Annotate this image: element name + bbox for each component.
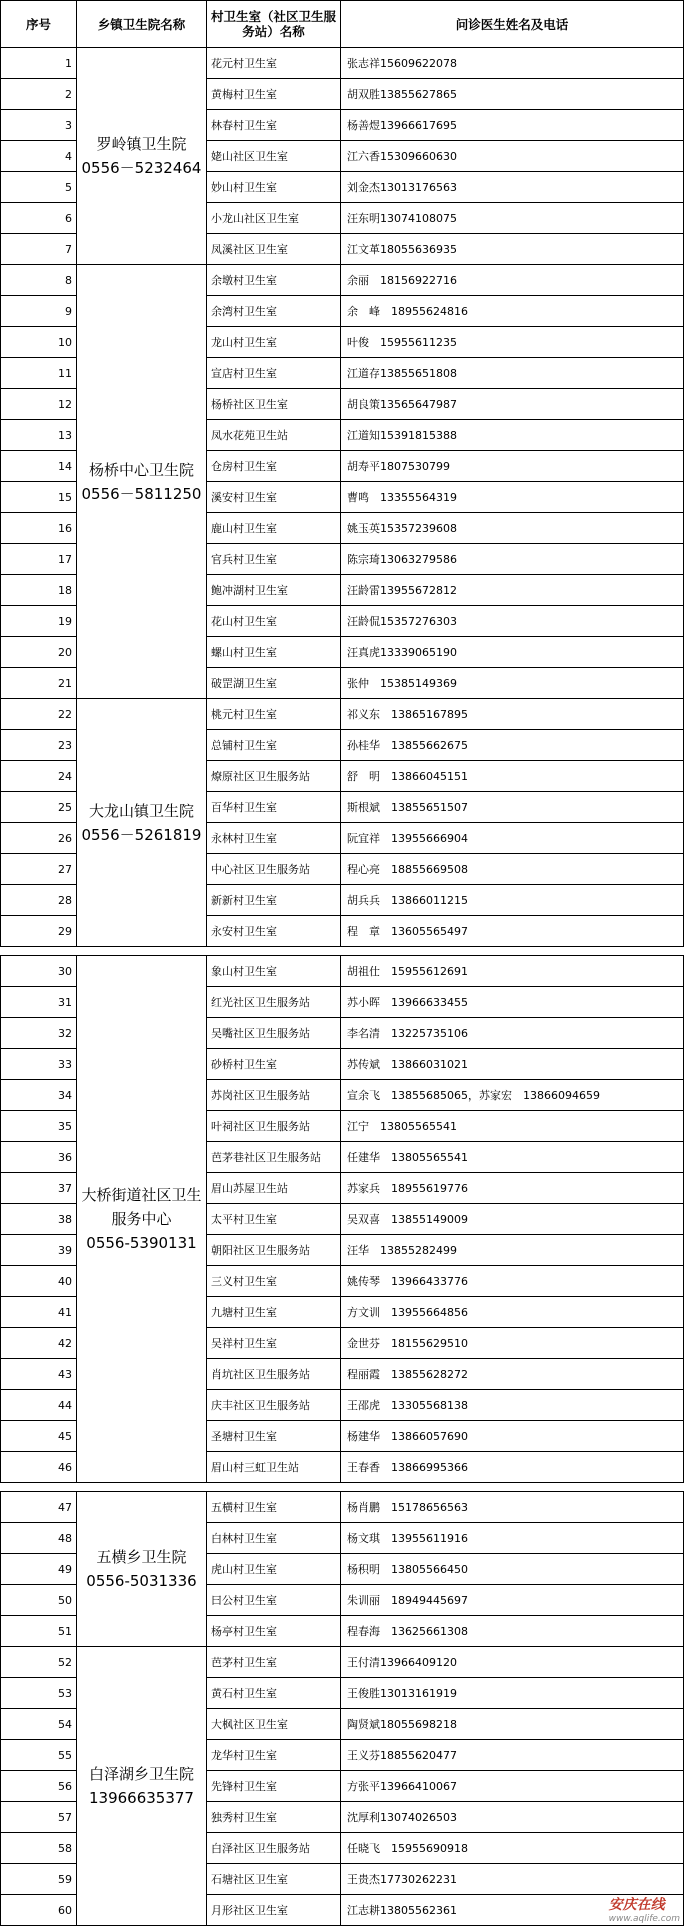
seq-cell: 9 xyxy=(1,296,77,327)
doctor-cell: 阮宜祥 13955666904 xyxy=(341,823,684,854)
doctor-cell: 程 章 13605565497 xyxy=(341,916,684,947)
clinic-cell: 月形社区卫生室 xyxy=(207,1895,341,1926)
doctor-cell: 汪东明13074108075 xyxy=(341,203,684,234)
seq-cell: 47 xyxy=(1,1492,77,1523)
seq-cell: 19 xyxy=(1,606,77,637)
doctor-cell: 张仲 15385149369 xyxy=(341,668,684,699)
doctor-cell: 苏家兵 18955619776 xyxy=(341,1173,684,1204)
seq-cell: 22 xyxy=(1,699,77,730)
table-row xyxy=(1,1647,684,1678)
clinic-cell: 百华村卫生室 xyxy=(207,792,341,823)
doctor-cell: 吴双喜 13855149009 xyxy=(341,1204,684,1235)
hospital-name: 大桥街道社区卫生服务中心 xyxy=(81,1186,202,1228)
hospital-phone: 0556－5261819 xyxy=(81,825,202,844)
hospital-cell xyxy=(77,265,207,699)
group-separator xyxy=(1,1483,684,1492)
clinic-cell: 芭茅村卫生室 xyxy=(207,1647,341,1678)
group-separator xyxy=(1,947,684,956)
seq-cell: 58 xyxy=(1,1833,77,1864)
clinic-cell: 红光社区卫生服务站 xyxy=(207,987,341,1018)
clinic-cell: 黄梅村卫生室 xyxy=(207,79,341,110)
clinic-cell: 龙山村卫生室 xyxy=(207,327,341,358)
doctor-cell: 王春香 13866995366 xyxy=(341,1452,684,1483)
seq-cell: 55 xyxy=(1,1740,77,1771)
clinic-cell: 凤溪社区卫生室 xyxy=(207,234,341,265)
table-row xyxy=(1,48,684,79)
clinic-cell: 肖坑社区卫生服务站 xyxy=(207,1359,341,1390)
clinic-cell: 小龙山社区卫生室 xyxy=(207,203,341,234)
clinic-cell: 官兵村卫生室 xyxy=(207,544,341,575)
doctor-cell: 方文训 13955664856 xyxy=(341,1297,684,1328)
seq-cell: 21 xyxy=(1,668,77,699)
clinic-cell: 杨亭村卫生室 xyxy=(207,1616,341,1647)
seq-cell: 3 xyxy=(1,110,77,141)
doctor-cell: 刘金杰13013176563 xyxy=(341,172,684,203)
hospital-name: 杨桥中心卫生院 xyxy=(88,460,194,479)
seq-cell: 43 xyxy=(1,1359,77,1390)
clinic-cell: 独秀村卫生室 xyxy=(207,1802,341,1833)
seq-cell: 50 xyxy=(1,1585,77,1616)
doctor-cell: 程丽霞 13855628272 xyxy=(341,1359,684,1390)
table-row xyxy=(1,265,684,296)
doctor-cell: 汪真虎13339065190 xyxy=(341,637,684,668)
hospital-cell xyxy=(77,699,207,947)
doctor-cell: 张志祥15609622078 xyxy=(341,48,684,79)
clinic-cell: 燎原社区卫生服务站 xyxy=(207,761,341,792)
clinic-cell: 眉山村三虹卫生站 xyxy=(207,1452,341,1483)
clinic-cell: 大枫社区卫生室 xyxy=(207,1709,341,1740)
clinic-cell: 花元村卫生室 xyxy=(207,48,341,79)
hospital-cell xyxy=(77,48,207,265)
doctor-cell: 苏小晖 13966633455 xyxy=(341,987,684,1018)
hospital-phone: 0556-5390131 xyxy=(86,1234,197,1252)
hospital-cell xyxy=(77,1647,207,1926)
doctor-cell: 姚玉英15357239608 xyxy=(341,513,684,544)
doctor-cell: 宣余飞 13855685065，苏家宏 13866094659 xyxy=(341,1080,684,1111)
clinic-cell: 余湾村卫生室 xyxy=(207,296,341,327)
seq-cell: 56 xyxy=(1,1771,77,1802)
hospital-phone: 0556-5031336 xyxy=(86,1572,197,1590)
seq-cell: 33 xyxy=(1,1049,77,1080)
seq-cell: 11 xyxy=(1,358,77,389)
doctor-cell: 陶贤斌18055698218 xyxy=(341,1709,684,1740)
clinic-cell: 圣塘村卫生室 xyxy=(207,1421,341,1452)
doctor-cell: 胡祖仕 15955612691 xyxy=(341,956,684,987)
clinic-cell: 叶祠社区卫生服务站 xyxy=(207,1111,341,1142)
doctor-cell: 胡寿平1807530799 xyxy=(341,451,684,482)
clinic-cell: 破罡湖卫生室 xyxy=(207,668,341,699)
doctor-cell: 祁义东 13865167895 xyxy=(341,699,684,730)
clinic-cell: 宣店村卫生室 xyxy=(207,358,341,389)
hospital-name: 罗岭镇卫生院 xyxy=(96,135,187,153)
seq-cell: 34 xyxy=(1,1080,77,1111)
doctor-cell: 苏传斌 13866031021 xyxy=(341,1049,684,1080)
separator-cell xyxy=(1,947,684,956)
watermark-text: 安庆在线 xyxy=(608,1897,665,1913)
clinic-cell: 砂桥村卫生室 xyxy=(207,1049,341,1080)
seq-cell: 53 xyxy=(1,1678,77,1709)
seq-cell: 45 xyxy=(1,1421,77,1452)
doctor-cell: 汪华 13855282499 xyxy=(341,1235,684,1266)
seq-cell: 13 xyxy=(1,420,77,451)
header-hospital: 乡镇卫生院名称 xyxy=(77,1,207,48)
clinic-cell: 白林村卫生室 xyxy=(207,1523,341,1554)
doctor-cell: 姚传琴 13966433776 xyxy=(341,1266,684,1297)
clinic-cell: 林春村卫生室 xyxy=(207,110,341,141)
hospital-cell xyxy=(77,1492,207,1647)
seq-cell: 36 xyxy=(1,1142,77,1173)
clinic-cell: 吴祥村卫生室 xyxy=(207,1328,341,1359)
clinic-cell: 桃元村卫生室 xyxy=(207,699,341,730)
hospital-cell xyxy=(77,956,207,1483)
seq-cell: 2 xyxy=(1,79,77,110)
seq-cell: 41 xyxy=(1,1297,77,1328)
clinic-cell: 余墩村卫生室 xyxy=(207,265,341,296)
clinic-cell: 朝阳社区卫生服务站 xyxy=(207,1235,341,1266)
doctor-cell: 王俊胜13013161919 xyxy=(341,1678,684,1709)
table-row xyxy=(1,956,684,987)
doctor-cell: 陈宗琦13063279586 xyxy=(341,544,684,575)
doctor-cell: 江道存13855651808 xyxy=(341,358,684,389)
doctor-cell: 曹鸣 13355564319 xyxy=(341,482,684,513)
seq-cell: 37 xyxy=(1,1173,77,1204)
doctor-cell: 胡兵兵 13866011215 xyxy=(341,885,684,916)
clinic-cell: 石塘社区卫生室 xyxy=(207,1864,341,1895)
seq-cell: 60 xyxy=(1,1895,77,1926)
seq-cell: 24 xyxy=(1,761,77,792)
clinic-cell: 花山村卫生室 xyxy=(207,606,341,637)
doctor-cell: 余丽 18156922716 xyxy=(341,265,684,296)
seq-cell: 42 xyxy=(1,1328,77,1359)
hospital-phone: 0556－5232464 xyxy=(81,159,202,177)
seq-cell: 30 xyxy=(1,956,77,987)
clinic-cell: 总铺村卫生室 xyxy=(207,730,341,761)
clinic-cell: 黄石村卫生室 xyxy=(207,1678,341,1709)
header-row xyxy=(1,1,684,48)
clinic-cell: 螺山村卫生室 xyxy=(207,637,341,668)
seq-cell: 8 xyxy=(1,265,77,296)
doctor-cell: 任建华 13805565541 xyxy=(341,1142,684,1173)
clinic-cell: 永林村卫生室 xyxy=(207,823,341,854)
table-row xyxy=(1,699,684,730)
seq-cell: 5 xyxy=(1,172,77,203)
clinic-cell: 九塘村卫生室 xyxy=(207,1297,341,1328)
doctor-cell: 方张平13966410067 xyxy=(341,1771,684,1802)
seq-cell: 39 xyxy=(1,1235,77,1266)
seq-cell: 6 xyxy=(1,203,77,234)
clinic-cell: 鹿山村卫生室 xyxy=(207,513,341,544)
clinic-cell: 苏岗社区卫生服务站 xyxy=(207,1080,341,1111)
doctor-cell: 程春海 13625661308 xyxy=(341,1616,684,1647)
doctor-cell: 杨建华 13866057690 xyxy=(341,1421,684,1452)
seq-cell: 57 xyxy=(1,1802,77,1833)
table-body xyxy=(1,48,684,1926)
table-row xyxy=(1,1492,684,1523)
header-clinic: 村卫生室（社区卫生服务站）名称 xyxy=(207,1,341,48)
doctor-cell: 杨文琪 13955611916 xyxy=(341,1523,684,1554)
seq-cell: 26 xyxy=(1,823,77,854)
doctor-cell: 胡良策13565647987 xyxy=(341,389,684,420)
seq-cell: 32 xyxy=(1,1018,77,1049)
doctor-cell: 金世芬 18155629510 xyxy=(341,1328,684,1359)
hospital-phone: 0556－5811250 xyxy=(81,484,202,503)
seq-cell: 15 xyxy=(1,482,77,513)
doctor-cell: 江六香15309660630 xyxy=(341,141,684,172)
clinic-cell: 鲍冲湖村卫生室 xyxy=(207,575,341,606)
clinic-cell: 仓房村卫生室 xyxy=(207,451,341,482)
doctor-cell: 程心亮 18855669508 xyxy=(341,854,684,885)
seq-cell: 40 xyxy=(1,1266,77,1297)
clinic-cell: 溪安村卫生室 xyxy=(207,482,341,513)
clinic-cell: 姥山社区卫生室 xyxy=(207,141,341,172)
seq-cell: 35 xyxy=(1,1111,77,1142)
clinic-cell: 妙山村卫生室 xyxy=(207,172,341,203)
separator-cell xyxy=(1,1483,684,1492)
doctor-cell: 江文革18055636935 xyxy=(341,234,684,265)
seq-cell: 25 xyxy=(1,792,77,823)
seq-cell: 52 xyxy=(1,1647,77,1678)
clinic-cell: 芭茅巷社区卫生服务站 xyxy=(207,1142,341,1173)
hospital-name: 白泽湖乡卫生院 xyxy=(88,1765,194,1783)
clinic-cell: 曰公村卫生室 xyxy=(207,1585,341,1616)
seq-cell: 28 xyxy=(1,885,77,916)
seq-cell: 29 xyxy=(1,916,77,947)
seq-cell: 23 xyxy=(1,730,77,761)
doctor-cell: 叶俊 15955611235 xyxy=(341,327,684,358)
clinic-cell: 凤水花苑卫生站 xyxy=(207,420,341,451)
doctor-cell: 任晓飞 15955690918 xyxy=(341,1833,684,1864)
clinic-cell: 白泽社区卫生服务站 xyxy=(207,1833,341,1864)
clinic-cell: 庆丰社区卫生服务站 xyxy=(207,1390,341,1421)
doctor-cell: 沈厚利13074026503 xyxy=(341,1802,684,1833)
seq-cell: 59 xyxy=(1,1864,77,1895)
seq-cell: 14 xyxy=(1,451,77,482)
doctor-cell: 王邵虎 13305568138 xyxy=(341,1390,684,1421)
seq-cell: 51 xyxy=(1,1616,77,1647)
doctor-cell: 余 峰 18955624816 xyxy=(341,296,684,327)
clinic-cell: 虎山村卫生室 xyxy=(207,1554,341,1585)
seq-cell: 1 xyxy=(1,48,77,79)
doctor-cell: 杨积明 13805566450 xyxy=(341,1554,684,1585)
header-doctor: 问诊医生姓名及电话 xyxy=(341,1,684,48)
header-seq: 序号 xyxy=(1,1,77,48)
seq-cell: 27 xyxy=(1,854,77,885)
doctor-cell: 王义芬18855620477 xyxy=(341,1740,684,1771)
seq-cell: 17 xyxy=(1,544,77,575)
clinic-cell: 中心社区卫生服务站 xyxy=(207,854,341,885)
seq-cell: 49 xyxy=(1,1554,77,1585)
doctor-cell: 舒 明 13866045151 xyxy=(341,761,684,792)
seq-cell: 38 xyxy=(1,1204,77,1235)
doctor-cell: 李名清 13225735106 xyxy=(341,1018,684,1049)
clinic-cell: 吴嘴社区卫生服务站 xyxy=(207,1018,341,1049)
doctor-cell: 胡双胜13855627865 xyxy=(341,79,684,110)
watermark-url: www.aqlife.com xyxy=(608,1914,680,1924)
seq-cell: 44 xyxy=(1,1390,77,1421)
doctor-cell: 杨肖鹏 15178656563 xyxy=(341,1492,684,1523)
doctor-cell: 王付清13966409120 xyxy=(341,1647,684,1678)
clinic-cell: 新新村卫生室 xyxy=(207,885,341,916)
seq-cell: 4 xyxy=(1,141,77,172)
clinic-cell: 太平村卫生室 xyxy=(207,1204,341,1235)
seq-cell: 48 xyxy=(1,1523,77,1554)
clinic-cell: 龙华村卫生室 xyxy=(207,1740,341,1771)
doctor-cell: 江志耕13805562361 xyxy=(341,1895,684,1926)
clinic-cell: 象山村卫生室 xyxy=(207,956,341,987)
hospital-name: 大龙山镇卫生院 xyxy=(88,801,194,820)
hospital-phone: 13966635377 xyxy=(89,1789,194,1807)
seq-cell: 18 xyxy=(1,575,77,606)
doctor-cell: 汪龄雷13955672812 xyxy=(341,575,684,606)
seq-cell: 54 xyxy=(1,1709,77,1740)
doctor-cell: 朱训丽 18949445697 xyxy=(341,1585,684,1616)
doctor-cell: 斯根斌 13855651507 xyxy=(341,792,684,823)
hospital-name: 五横乡卫生院 xyxy=(96,1548,187,1566)
doctor-cell: 江道知15391815388 xyxy=(341,420,684,451)
doctor-cell: 江宁 13805565541 xyxy=(341,1111,684,1142)
seq-cell: 46 xyxy=(1,1452,77,1483)
clinic-cell: 永安村卫生室 xyxy=(207,916,341,947)
doctor-cell: 王贵杰17730262231 xyxy=(341,1864,684,1895)
seq-cell: 12 xyxy=(1,389,77,420)
clinic-cell: 三义村卫生室 xyxy=(207,1266,341,1297)
seq-cell: 16 xyxy=(1,513,77,544)
clinic-cell: 眉山苏屋卫生站 xyxy=(207,1173,341,1204)
clinic-cell: 先锋村卫生室 xyxy=(207,1771,341,1802)
seq-cell: 31 xyxy=(1,987,77,1018)
doctor-cell: 孙桂华 13855662675 xyxy=(341,730,684,761)
doctor-cell: 杨善煜13966617695 xyxy=(341,110,684,141)
seq-cell: 10 xyxy=(1,327,77,358)
doctor-cell: 汪龄侃15357276303 xyxy=(341,606,684,637)
seq-cell: 7 xyxy=(1,234,77,265)
watermark-logo xyxy=(609,1894,680,1924)
clinic-cell: 五横村卫生室 xyxy=(207,1492,341,1523)
clinic-cell: 杨桥社区卫生室 xyxy=(207,389,341,420)
seq-cell: 20 xyxy=(1,637,77,668)
